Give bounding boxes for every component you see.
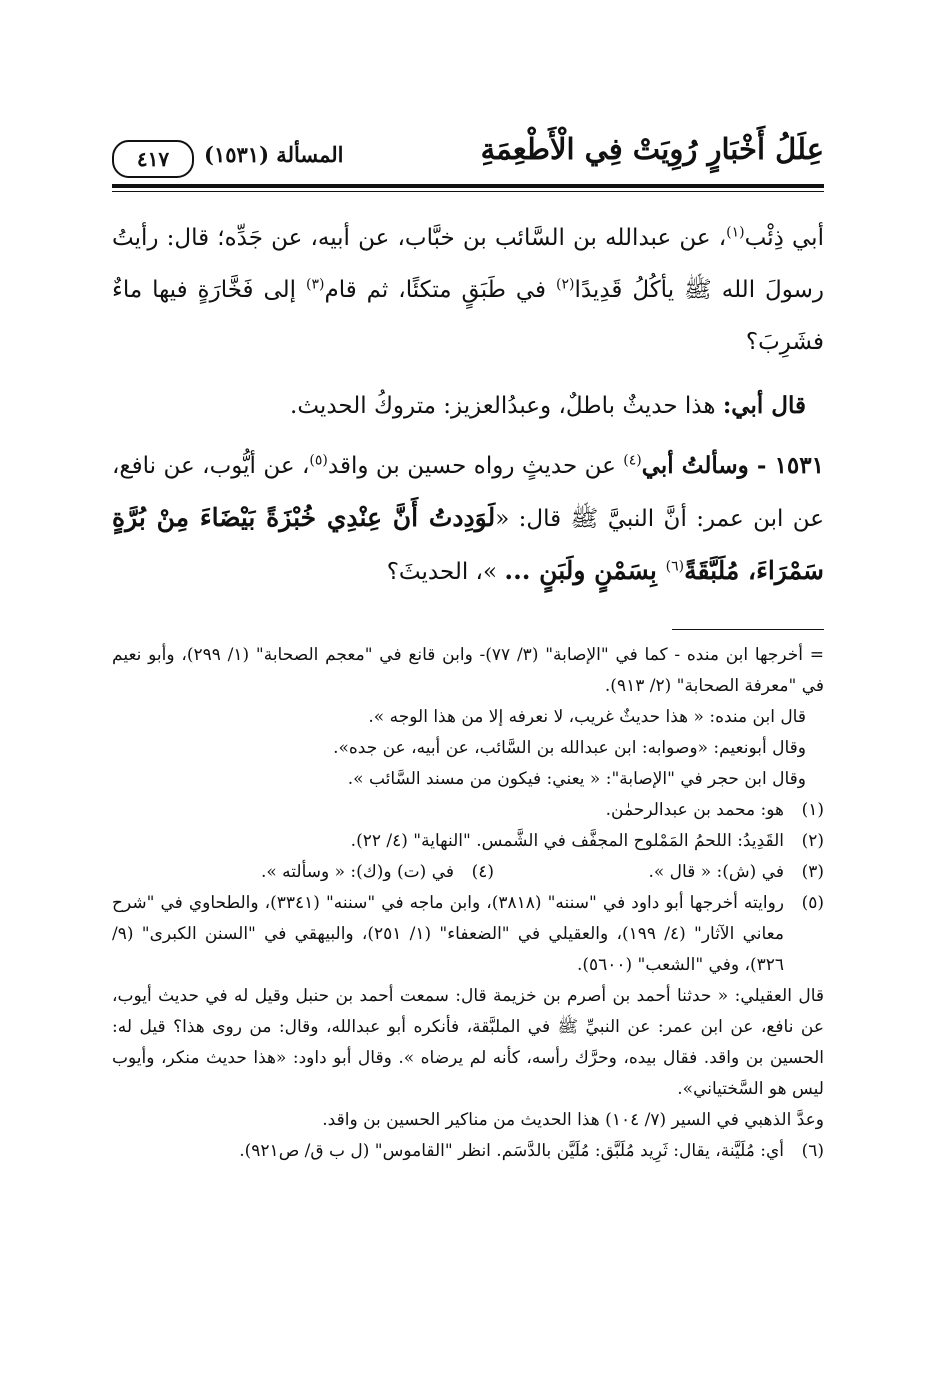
text-run: في طَبَقٍ متكئًا، ثم قام	[324, 277, 556, 303]
footnote-ref: (٦)	[665, 558, 685, 575]
main-text	[112, 212, 824, 598]
footnote-number: (٢)	[801, 831, 824, 851]
paragraph-entry	[112, 440, 824, 598]
text-run: أبي ذِئْب	[744, 225, 824, 251]
footnote-ref: (٢)	[555, 276, 575, 293]
footnote-3	[494, 857, 824, 888]
book-title: عِلَلُ أَخْبَارٍ رُوِيَتْ فِي الْأَطْعِمَةِ	[480, 132, 824, 166]
footnote-ref: (٣)	[305, 276, 325, 293]
footnote-number: (٣)	[801, 862, 824, 882]
footnote-text: أي: مُلَيَّنة، يقال: ثَرِيد مُلَبَّق: مُلَيَّن بالدَّسَم. انظر "القاموس" (ل ب ق/ ص٩٢١).	[239, 1141, 784, 1161]
footnote-number: (٤)	[471, 862, 494, 882]
verdict-text: هذا حديثٌ باطلٌ، وعبدُالعزيز: متروكُ الحديث.	[290, 393, 723, 419]
footnote-continuation: وعدَّ الذهبي في السير (٧/ ١٠٤) هذا الحديث من مناكير الحسين بن واقد.	[322, 1110, 824, 1130]
text-run: »، الحديثَ؟	[386, 559, 505, 585]
running-header	[112, 128, 824, 180]
footnote-6	[112, 1136, 824, 1167]
footnote-continuation: قال العقيلي: « حدثنا أحمد بن أصرم بن خزيمة قال: سمعت أحمد بن حنبل وقيل له في حديث أيوب، عن نافع، عن ابن عمر: عن النبيِّ ﷺ في الملبَّقة، فأنكره أبو عبدالله، وقال: من روى هذا؟ قيل له: الحسين بن واقد. فقال بيده، وحرَّك رأسه، كأنه لم يرضاه ». وقال أبو داود: «هذا حديث منكر، وأيوب ليس هو السَّختياني».	[112, 986, 824, 1099]
footnote-number: (١)	[801, 800, 824, 820]
footnote-text: هو: محمد بن عبدالرحمٰن.	[605, 800, 784, 820]
text-run: عن حديثٍ رواه حسين بن واقد	[327, 453, 624, 479]
issue-label: المسألة (١٥٣١)	[204, 142, 344, 167]
footnote-text: في (ت) و(ك): « وسألته ».	[260, 862, 454, 882]
hadith-quote: لَوَدِدتُ أَنَّ عِنْدِي خُبْزَةً بَيْضَاءَ مِنْ بُرَّةٍ سَمْرَاءَ، مُلَبَّقَةً	[112, 503, 824, 585]
paragraph-verdict	[112, 380, 824, 432]
footnotes	[112, 640, 824, 1167]
footnote-5	[112, 888, 824, 981]
footnote-4	[112, 857, 494, 888]
paragraph-hadith	[112, 212, 824, 368]
footnote-3-4	[112, 857, 824, 888]
text-run: ، عن أيُّوب، عن نافع، عن ابن عمر: أنَّ النبيَّ ﷺ قال: «	[112, 453, 824, 532]
header-rule-thick	[112, 184, 824, 188]
footnote-text: القَدِيدُ: اللحمُ المَمْلوح المجفَّف في الشَّمس. "النهاية" (٤/ ٢٢).	[350, 831, 784, 851]
footnote-text: روايته أخرجها أبو داود في "سننه" (٣٨١٨)، وابن ماجه في "سننه" (٣٣٤١)، والطحاوي في "شرح معاني الآثار" (٤/ ١٩٩)، والعقيلي في "الضعفاء" (١/ ٢٥١)، والبيهقي في "السنن الكبرى" (٩/ ٣٢٦)، وفي "الشعب" (٥٦٠٠).	[112, 893, 784, 975]
footnote-1	[112, 795, 824, 826]
footnote-ref: (١)	[726, 224, 745, 241]
footnote-continuation: قال ابن منده: « هذا حديثٌ غريب، لا نعرفه إلا من هذا الوجه ».	[368, 707, 806, 727]
verdict-speaker: قال أبي:	[722, 392, 806, 419]
footnote-continuation: وقال أبونعيم: «وصوابه: ابن عبدالله بن السَّائب، عن أبيه، عن جده».	[333, 738, 806, 758]
footnote-number: (٦)	[801, 1141, 824, 1161]
hadith-quote: بِسَمْنٍ ولَبَنٍ ...	[504, 556, 666, 585]
footnote-number: (٥)	[801, 893, 824, 913]
footnote-continuation: وقال ابن حجر في "الإصابة": « يعني: فيكون من مسند السَّائب ».	[347, 769, 806, 789]
footnote-divider	[672, 629, 824, 630]
footnote-continuation: = أخرجها ابن منده - كما في "الإصابة" (٣/ ٧٧)- وابن قانع في "معجم الصحابة" (١/ ٢٩٩)، وأبو نعيم في "معرفة الصحابة" (٢/ ٩١٣).	[112, 645, 824, 696]
footnote-text: في (ش): « قال ».	[648, 862, 784, 882]
footnote-ref: (٥)	[309, 452, 328, 469]
entry-number: ١٥٣١ - وسألتُ أبي	[641, 452, 824, 479]
footnote-ref: (٤)	[623, 452, 642, 469]
page-number: ٤١٧	[112, 140, 194, 178]
text-run: ، عن عبدالله بن السَّائب بن خبَّاب، عن أبيه، عن جَدِّه؛ قال: رأيتُ رسولَ الله ﷺ يأكُلُ قَدِيدًا	[112, 225, 824, 303]
footnote-2	[112, 826, 824, 857]
text-run: إلى فَخَّارَةٍ فيها ماءٌ فشَرِبَ؟	[112, 277, 824, 355]
header-rule-thin	[112, 191, 824, 192]
